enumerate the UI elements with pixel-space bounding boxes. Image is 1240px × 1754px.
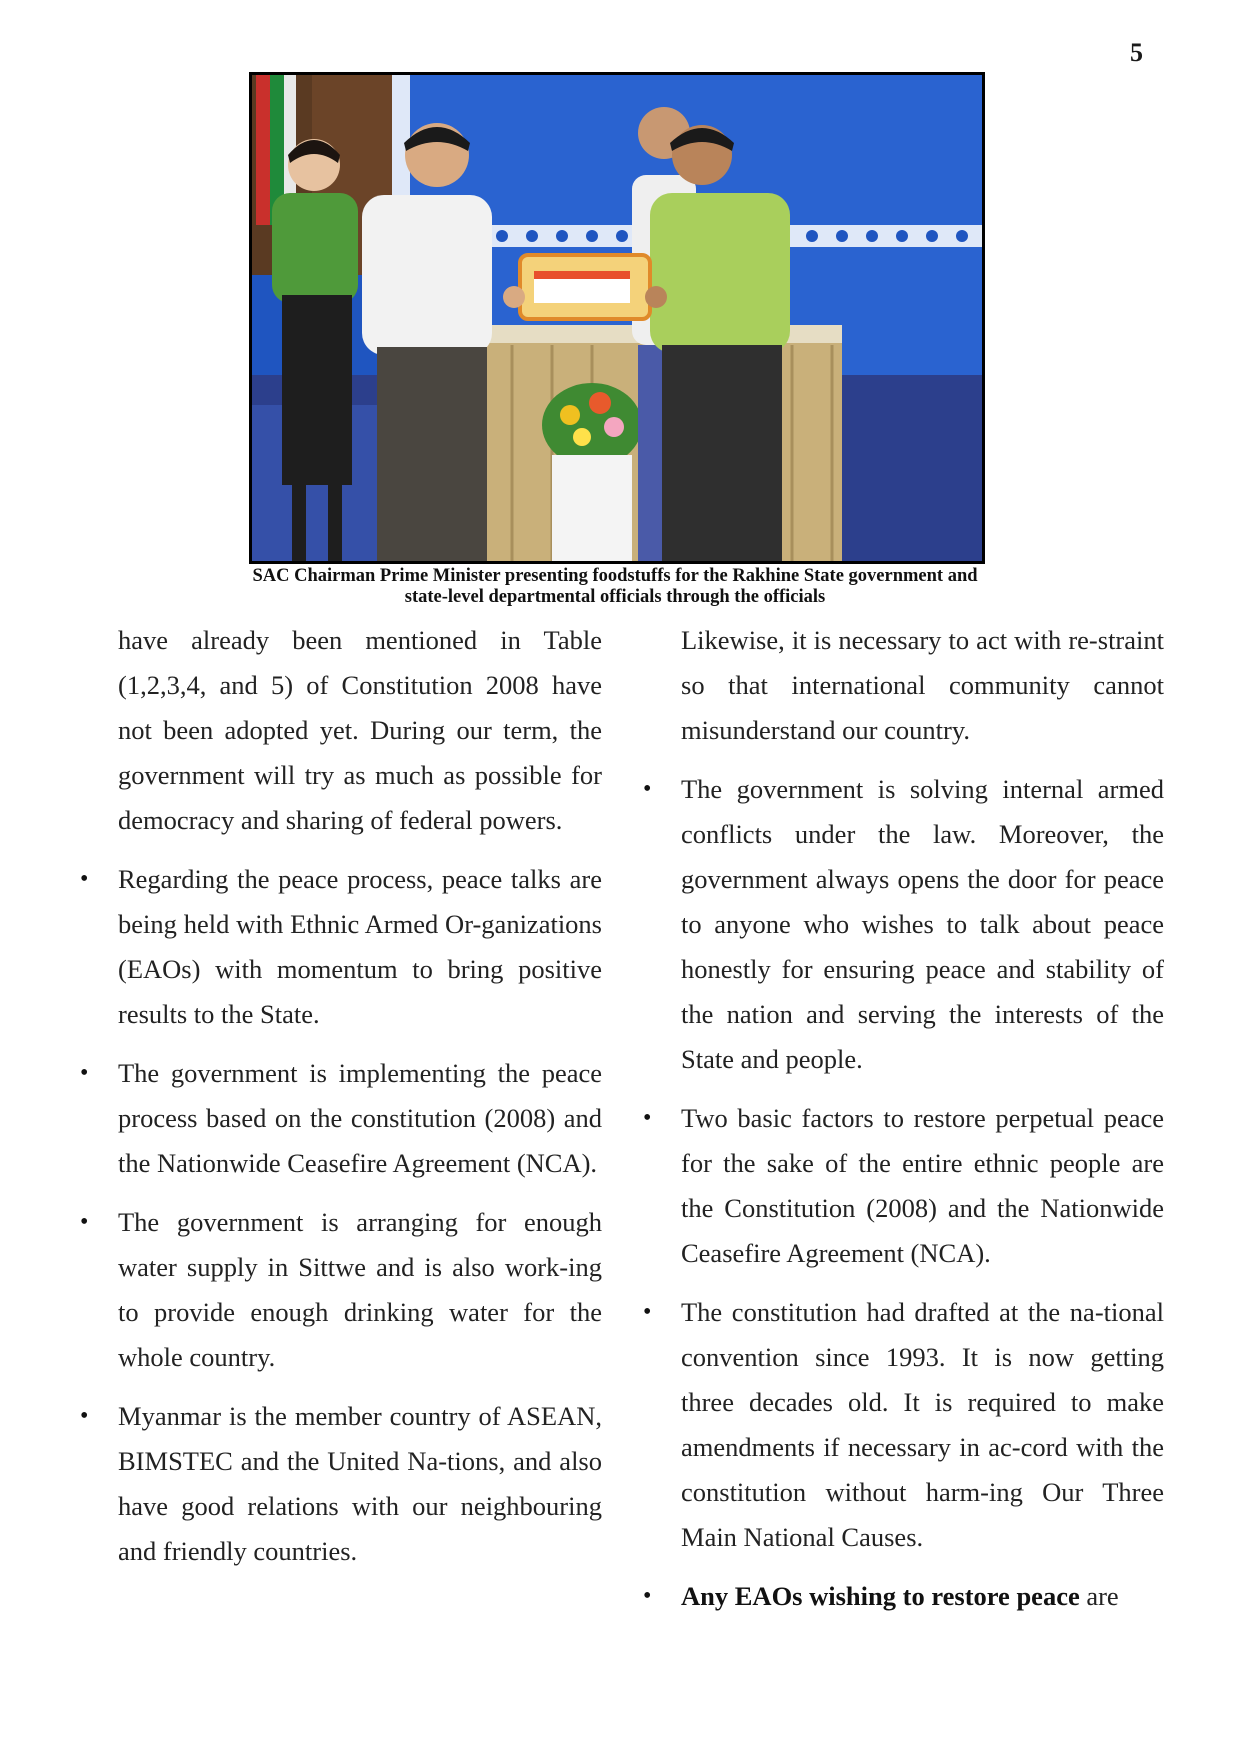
bullet-item: • Regarding the peace process, peace talks are being held with Ethnic Armed Or-ganizations (EAOs) with momentum to bring positive results to the State. — [118, 857, 602, 1037]
bold-lead-text: Any EAOs wishing to restore peace — [681, 1581, 1080, 1611]
bullet-item: • Myanmar is the member country of ASEAN, BIMSTEC and the United Na-tions, and also have good relations with our neighbouring and friendly countries. — [118, 1394, 602, 1574]
bullet-item: • The government is solving internal armed conflicts under the law. Moreover, the government always opens the door for peace to anyone who wishes to talk about peace honestly for ensuring peace and stability of the nation and serving the interests of the State and people. — [681, 767, 1164, 1082]
bullet-item: • The government is arranging for enough water supply in Sittwe and is also work-ing to provide enough drinking water for the whole country. — [118, 1200, 602, 1380]
left-column — [118, 618, 602, 1588]
bullet-item: • The government is implementing the peace process based on the constitution (2008) and the Nationwide Ceasefire Agreement (NCA). — [118, 1051, 602, 1186]
continuation-paragraph: Likewise, it is necessary to act with re-straint so that international community cannot misunderstand our country. — [681, 625, 1164, 745]
bullet-text: are — [1079, 1581, 1119, 1611]
bullet-item: • Two basic factors to restore perpetual peace for the sake of the entire ethnic people are the Constitution (2008) and the Nationwide Ceasefire Agreement (NCA). — [681, 1096, 1164, 1276]
page-number: 5 — [1130, 38, 1143, 67]
continuation-paragraph: have already been mentioned in Table (1,2,3,4, and 5) of Constitution 2008 have not been adopted yet. During our term, the government will try as much as possible for democracy and sharing of federal powers. — [118, 625, 602, 835]
bullet-list — [118, 857, 602, 1574]
photo-caption — [190, 566, 1040, 608]
right-column — [681, 618, 1164, 1633]
news-photo — [249, 72, 985, 564]
bullet-item — [681, 1574, 1164, 1619]
caption-line-2: state-level departmental officials through the officials — [404, 587, 826, 607]
bullet-item: • The constitution had drafted at the na-tional convention since 1993. It is now getting three decades old. It is required to make amendments if necessary in ac-cord with the constitution without harm-ing Our Three Main National Causes. — [681, 1290, 1164, 1560]
bullet-list — [681, 767, 1164, 1619]
caption-line-1: SAC Chairman Prime Minister presenting foodstuffs for the Rakhine State government and — [252, 566, 978, 586]
